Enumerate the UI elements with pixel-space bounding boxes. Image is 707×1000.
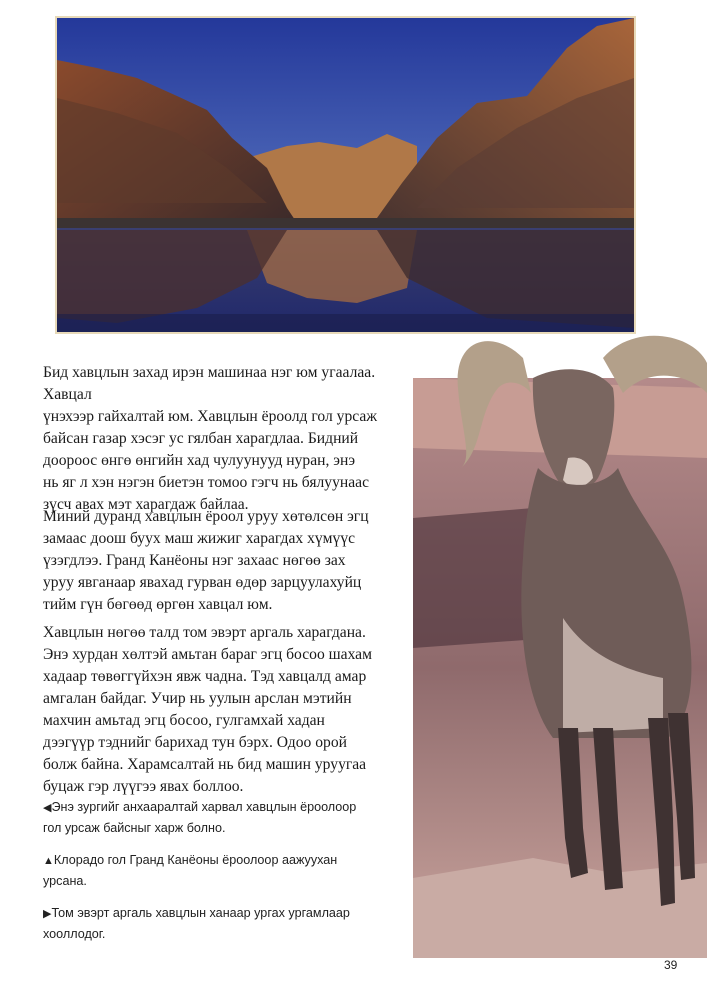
paragraph-line: дээгүүр тэднийг барихад тун бэрх. Одоо орой — [43, 734, 347, 751]
paragraph-line: болж байна. Харамсалтай нь бид машин уруугаа — [43, 756, 367, 773]
paragraph-line: хадаар төвөггүйхэн явж чадна. Тэд хавцалд амар — [43, 668, 367, 685]
paragraph-1 — [43, 362, 418, 516]
bighorn-sheep-photo — [413, 318, 707, 958]
grand-canyon-photo — [55, 16, 636, 334]
paragraph-line: амгалан байдаг. Учир нь уулын арслан мэтийн — [43, 690, 352, 707]
paragraph-line: уруу явганаар явахад гурван өдөр зарцуулахуйц — [43, 574, 362, 591]
caption-canyon-left — [43, 797, 403, 838]
caption-bighorn-sheep — [43, 903, 403, 944]
caption-line: Том эвэрт аргаль хавцлын ханаар ургах ургамлаар — [51, 906, 350, 920]
paragraph-line: Миний дуранд хавцлын ёроол уруу хөтөлсөн эгц — [43, 508, 369, 525]
paragraph-line: байсан газар хэсэг ус гялбан харагдлаа. Бидний — [43, 430, 359, 447]
paragraph-3 — [43, 622, 418, 798]
paragraph-line: буцаж гэр лүүгээ явах боллоо. — [43, 778, 244, 795]
paragraph-line: махчин амьтад эгц босоо, гулгамхай хадан — [43, 712, 325, 729]
paragraph-line: Бид хавцлын захад ирэн машинаа нэг юм угаалаа. Хавцал — [43, 364, 376, 403]
caption-line: Клорадо гол Гранд Канёоны ёроолоор аажуухан — [53, 853, 338, 867]
arrow-right-icon: ▶ — [43, 908, 52, 920]
caption-colorado-river — [43, 850, 403, 891]
paragraph-line: замаас доош буух маш жижиг харагдах хүмүүс — [43, 530, 356, 547]
arrow-up-icon: ▲ — [43, 855, 54, 867]
page-number: 39 — [664, 958, 678, 972]
paragraph-line: Энэ хурдан хөлтэй амьтан бараг эгц босоо шахам — [43, 646, 372, 663]
paragraph-line: зүсч авах мэт харагдаж байлаа. — [43, 496, 249, 513]
caption-line: урсана. — [43, 874, 87, 888]
paragraph-2 — [43, 506, 418, 616]
caption-line: гол урсаж байсныг харж болно. — [43, 821, 226, 835]
paragraph-line: үнэхээр гайхалтай юм. Хавцлын ёроолд гол урсаж — [43, 408, 378, 425]
arrow-left-icon: ◀ — [43, 802, 52, 814]
caption-line: хооллодог. — [43, 927, 106, 941]
paragraph-line: Хавцлын нөгөө талд том эвэрт аргаль харагдана. — [43, 624, 366, 641]
paragraph-line: тийм гүн бөгөөд өргөн хавцал юм. — [43, 596, 273, 613]
paragraph-line: доороос өнгө өнгийн хад чулуунууд нуран, энэ — [43, 452, 356, 469]
caption-line: Энэ зургийг анхааралтай харвал хавцлын ёроолоор — [51, 800, 357, 814]
paragraph-line: үзэгдлээ. Гранд Канёоны нэг захаас нөгөө зах — [43, 552, 346, 569]
paragraph-line: нь яг л хэн нэгэн биетэн томоо гэгч нь бялуунаас — [43, 474, 369, 491]
